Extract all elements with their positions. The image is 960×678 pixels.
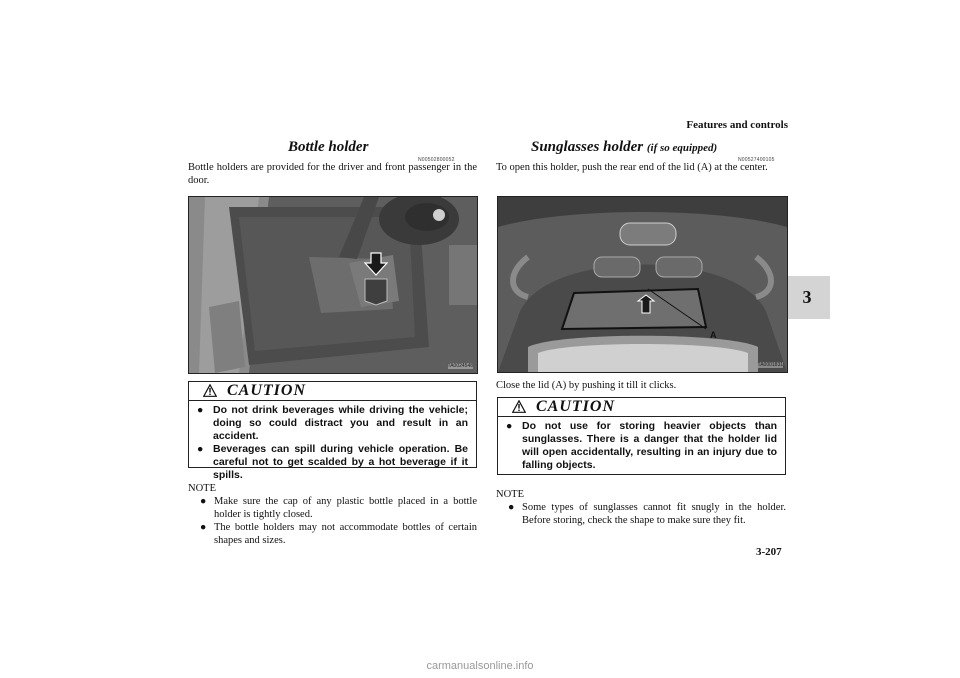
bottle-holder-figure bbox=[188, 196, 478, 374]
bottle-figure-code: TA0024548 bbox=[447, 363, 473, 369]
bottle-holder-title: Bottle holder bbox=[288, 139, 369, 155]
caution-item: ● Do not drink beverages while driving the vehicle; doing so could distract you and result in an accident. bbox=[197, 404, 468, 442]
caution-title: CAUTION bbox=[536, 398, 616, 415]
bullet-icon: ● bbox=[508, 502, 515, 513]
bullet-icon: ● bbox=[197, 443, 204, 455]
caution-item: ● Beverages can spill during vehicle operation. Be careful not to get scalded by a hot beverage if it spills. bbox=[197, 443, 468, 481]
bottle-holder-code: N00502800052 bbox=[418, 157, 455, 163]
bullet-icon: ● bbox=[200, 496, 207, 507]
caution-list bbox=[197, 404, 468, 482]
chapter-tab: 3 bbox=[784, 276, 830, 319]
caution-title: CAUTION bbox=[227, 382, 307, 399]
sunglasses-title-main: Sunglasses holder bbox=[531, 139, 644, 155]
page-number: 3-207 bbox=[756, 546, 782, 558]
sunglasses-title-suffix: (if so equipped) bbox=[646, 142, 718, 154]
sunglasses-holder-code: N00527400105 bbox=[738, 157, 775, 163]
sunglasses-holder-body: To open this holder, push the rear end of the lid (A) at the center. bbox=[496, 162, 768, 173]
warning-triangle-icon bbox=[512, 400, 526, 413]
note-item: ● Some types of sunglasses cannot fit snugly in the holder. Before storing, check the shape to make sure they fit. bbox=[508, 502, 786, 526]
sunglasses-figure-code: TA0001831 bbox=[757, 362, 783, 368]
caution-list bbox=[506, 420, 777, 472]
note-item: ● The bottle holders may not accommodate bottles of certain shapes and sizes. bbox=[200, 522, 477, 546]
note-item: ● Make sure the cap of any plastic bottle placed in a bottle holder is tightly closed. bbox=[200, 496, 477, 520]
sunglasses-holder-figure bbox=[497, 196, 788, 373]
bottle-holder-body: Bottle holders are provided for the driver and front passenger in the door. bbox=[188, 162, 477, 186]
door-illustration bbox=[189, 197, 477, 373]
sunglasses-holder-title bbox=[531, 139, 717, 156]
caution-header bbox=[189, 382, 476, 401]
caution-item: ● Do not use for storing heavier objects than sunglasses. There is a danger that the holder lid will open accidentally, resulting in an injury due to falling objects. bbox=[506, 420, 777, 471]
sunglasses-holder-body2: Close the lid (A) by pushing it till it clicks. bbox=[496, 380, 677, 391]
sunglasses-holder-caution bbox=[497, 397, 786, 475]
figure-label-a: A bbox=[710, 330, 717, 340]
bottle-holder-caution bbox=[188, 381, 477, 481]
overhead-console-illustration bbox=[498, 197, 787, 372]
sunglasses-note-label: NOTE bbox=[496, 489, 524, 500]
bullet-icon: ● bbox=[200, 522, 207, 533]
footer-watermark: carmanualsonline.info bbox=[426, 660, 534, 672]
bottle-note-label: NOTE bbox=[188, 483, 216, 494]
sunglasses-note-list bbox=[508, 501, 786, 527]
bottle-note-list bbox=[200, 495, 477, 547]
section-header: Features and controls bbox=[686, 119, 788, 131]
warning-triangle-icon bbox=[203, 384, 217, 397]
bullet-icon: ● bbox=[506, 420, 513, 432]
caution-header bbox=[498, 398, 785, 417]
bullet-icon: ● bbox=[197, 404, 204, 416]
